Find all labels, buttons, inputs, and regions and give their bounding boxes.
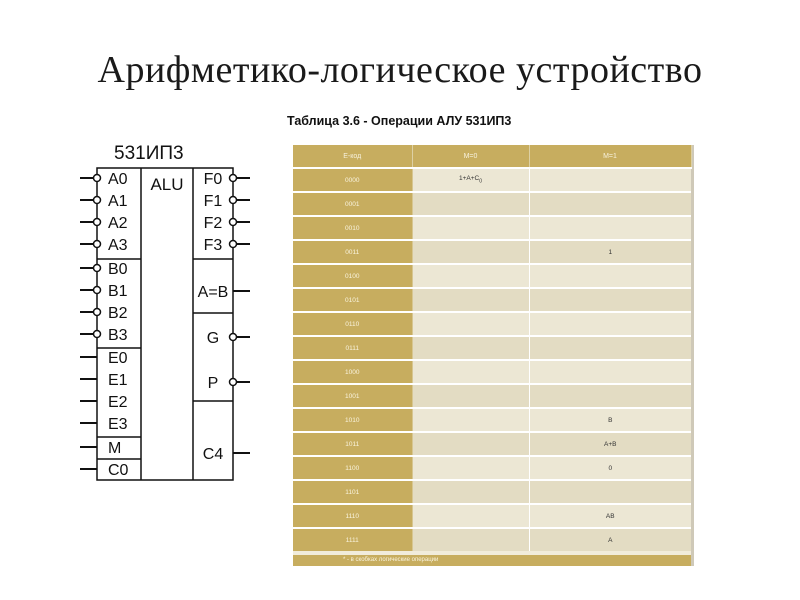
cell-e-code: 0010: [293, 216, 412, 240]
operations-table: [293, 145, 694, 566]
pin-label: C0: [108, 462, 129, 479]
table-row: [293, 336, 691, 360]
table-row: [293, 432, 691, 456]
inversion-circle: [94, 219, 101, 226]
pin-label: E3: [108, 416, 128, 433]
cell-e-code: 1100: [293, 456, 412, 480]
inversion-circle: [94, 197, 101, 204]
cell-m1: [529, 288, 691, 312]
cell-m1: A: [529, 528, 691, 551]
pin-label: B2: [108, 305, 128, 322]
cell-m0: [412, 384, 529, 408]
table-row: [293, 216, 691, 240]
cell-e-code: 1111: [293, 528, 412, 551]
cell-m1: [529, 480, 691, 504]
cell-e-code: 0011: [293, 240, 412, 264]
table-footnote: * - в скобках логические операции: [293, 555, 691, 566]
table-row: [293, 312, 691, 336]
cell-e-code: 1011: [293, 432, 412, 456]
inversion-circle: [94, 309, 101, 316]
table-row: [293, 480, 691, 504]
cell-m0: [412, 456, 529, 480]
cell-m0: [412, 360, 529, 384]
inversion-circle: [230, 379, 237, 386]
cell-m1: [529, 168, 691, 192]
cell-m1: [529, 192, 691, 216]
pin-label: P: [207, 375, 219, 392]
inversion-circle: [94, 287, 101, 294]
pin-label: A2: [108, 215, 128, 232]
table-row: [293, 264, 691, 288]
table-row: [293, 288, 691, 312]
cell-e-code: 1101: [293, 480, 412, 504]
header-m0: M=0: [412, 145, 529, 168]
cell-m0: [412, 216, 529, 240]
cell-m0: [412, 504, 529, 528]
cell-m1: [529, 384, 691, 408]
pin-label: C4: [202, 446, 224, 463]
inversion-circle: [230, 334, 237, 341]
cell-m1: B: [529, 408, 691, 432]
cell-m1: A+B: [529, 432, 691, 456]
inversion-circle: [230, 241, 237, 248]
cell-e-code: 0111: [293, 336, 412, 360]
cell-e-code: 1001: [293, 384, 412, 408]
cell-m0: [412, 432, 529, 456]
cell-m0: [412, 528, 529, 551]
inversion-circle: [94, 331, 101, 338]
cell-m0-subscript: 0: [479, 178, 483, 185]
pin-label: B1: [108, 283, 128, 300]
cell-m0: [412, 240, 529, 264]
cell-m1: 0: [529, 456, 691, 480]
cell-m1: [529, 312, 691, 336]
cell-m0: [412, 480, 529, 504]
cell-m0: [412, 192, 529, 216]
cell-m1: [529, 264, 691, 288]
table-caption: Таблица 3.6 - Операции АЛУ 531ИП3: [287, 114, 512, 128]
table-row: [293, 168, 691, 192]
pin-label: E0: [108, 350, 128, 367]
cell-m1: [529, 360, 691, 384]
header-e-code: E-код: [293, 145, 412, 168]
cell-e-code: 0000: [293, 168, 412, 192]
pin-label: B3: [108, 327, 128, 344]
inversion-circle: [230, 175, 237, 182]
pin-label: F2: [203, 215, 223, 232]
pin-label: G: [206, 330, 220, 347]
pin-label: A=B: [197, 284, 229, 301]
cell-e-code: 0001: [293, 192, 412, 216]
cell-m1: AB: [529, 504, 691, 528]
cell-e-code: 0110: [293, 312, 412, 336]
cell-m0: [412, 408, 529, 432]
cell-m0: [412, 288, 529, 312]
pin-label: A0: [108, 171, 128, 188]
pin-label: E2: [108, 394, 128, 411]
table-row: [293, 528, 691, 551]
pin-label: B0: [108, 261, 128, 278]
table-row: [293, 408, 691, 432]
pin-label: A1: [108, 193, 128, 210]
chip-name-label: 531ИП3: [114, 143, 184, 164]
inversion-circle: [230, 219, 237, 226]
header-m1: M=1: [529, 145, 691, 168]
table-row: [293, 384, 691, 408]
cell-m0-text: 1+A+C: [458, 175, 480, 183]
cell-e-code: 1110: [293, 504, 412, 528]
cell-e-code: 1000: [293, 360, 412, 384]
pin-label: A3: [108, 237, 128, 254]
table-row: [293, 504, 691, 528]
inversion-circle: [94, 241, 101, 248]
table-header-row: [293, 145, 691, 168]
table-row: [293, 456, 691, 480]
cell-m0: [412, 312, 529, 336]
cell-e-code: 0100: [293, 264, 412, 288]
pin-label: F1: [203, 193, 223, 210]
inversion-circle: [94, 265, 101, 272]
table-row: [293, 360, 691, 384]
cell-m1: 1: [529, 240, 691, 264]
cell-e-code: 0101: [293, 288, 412, 312]
chip-center-label: ALU: [150, 175, 184, 194]
pin-label: F3: [203, 237, 223, 254]
pin-label: M: [108, 440, 122, 457]
cell-m1: [529, 336, 691, 360]
cell-m1: [529, 216, 691, 240]
cell-e-code: 1010: [293, 408, 412, 432]
cell-m0: [412, 336, 529, 360]
pin-label: F0: [203, 171, 223, 188]
cell-m0: [412, 168, 529, 192]
inversion-circle: [230, 197, 237, 204]
cell-m0: [412, 264, 529, 288]
slide-title: Арифметико-логическое устройство: [97, 49, 703, 91]
table-row: [293, 192, 691, 216]
pin-label: E1: [108, 372, 128, 389]
inversion-circle: [94, 175, 101, 182]
table-row: [293, 240, 691, 264]
